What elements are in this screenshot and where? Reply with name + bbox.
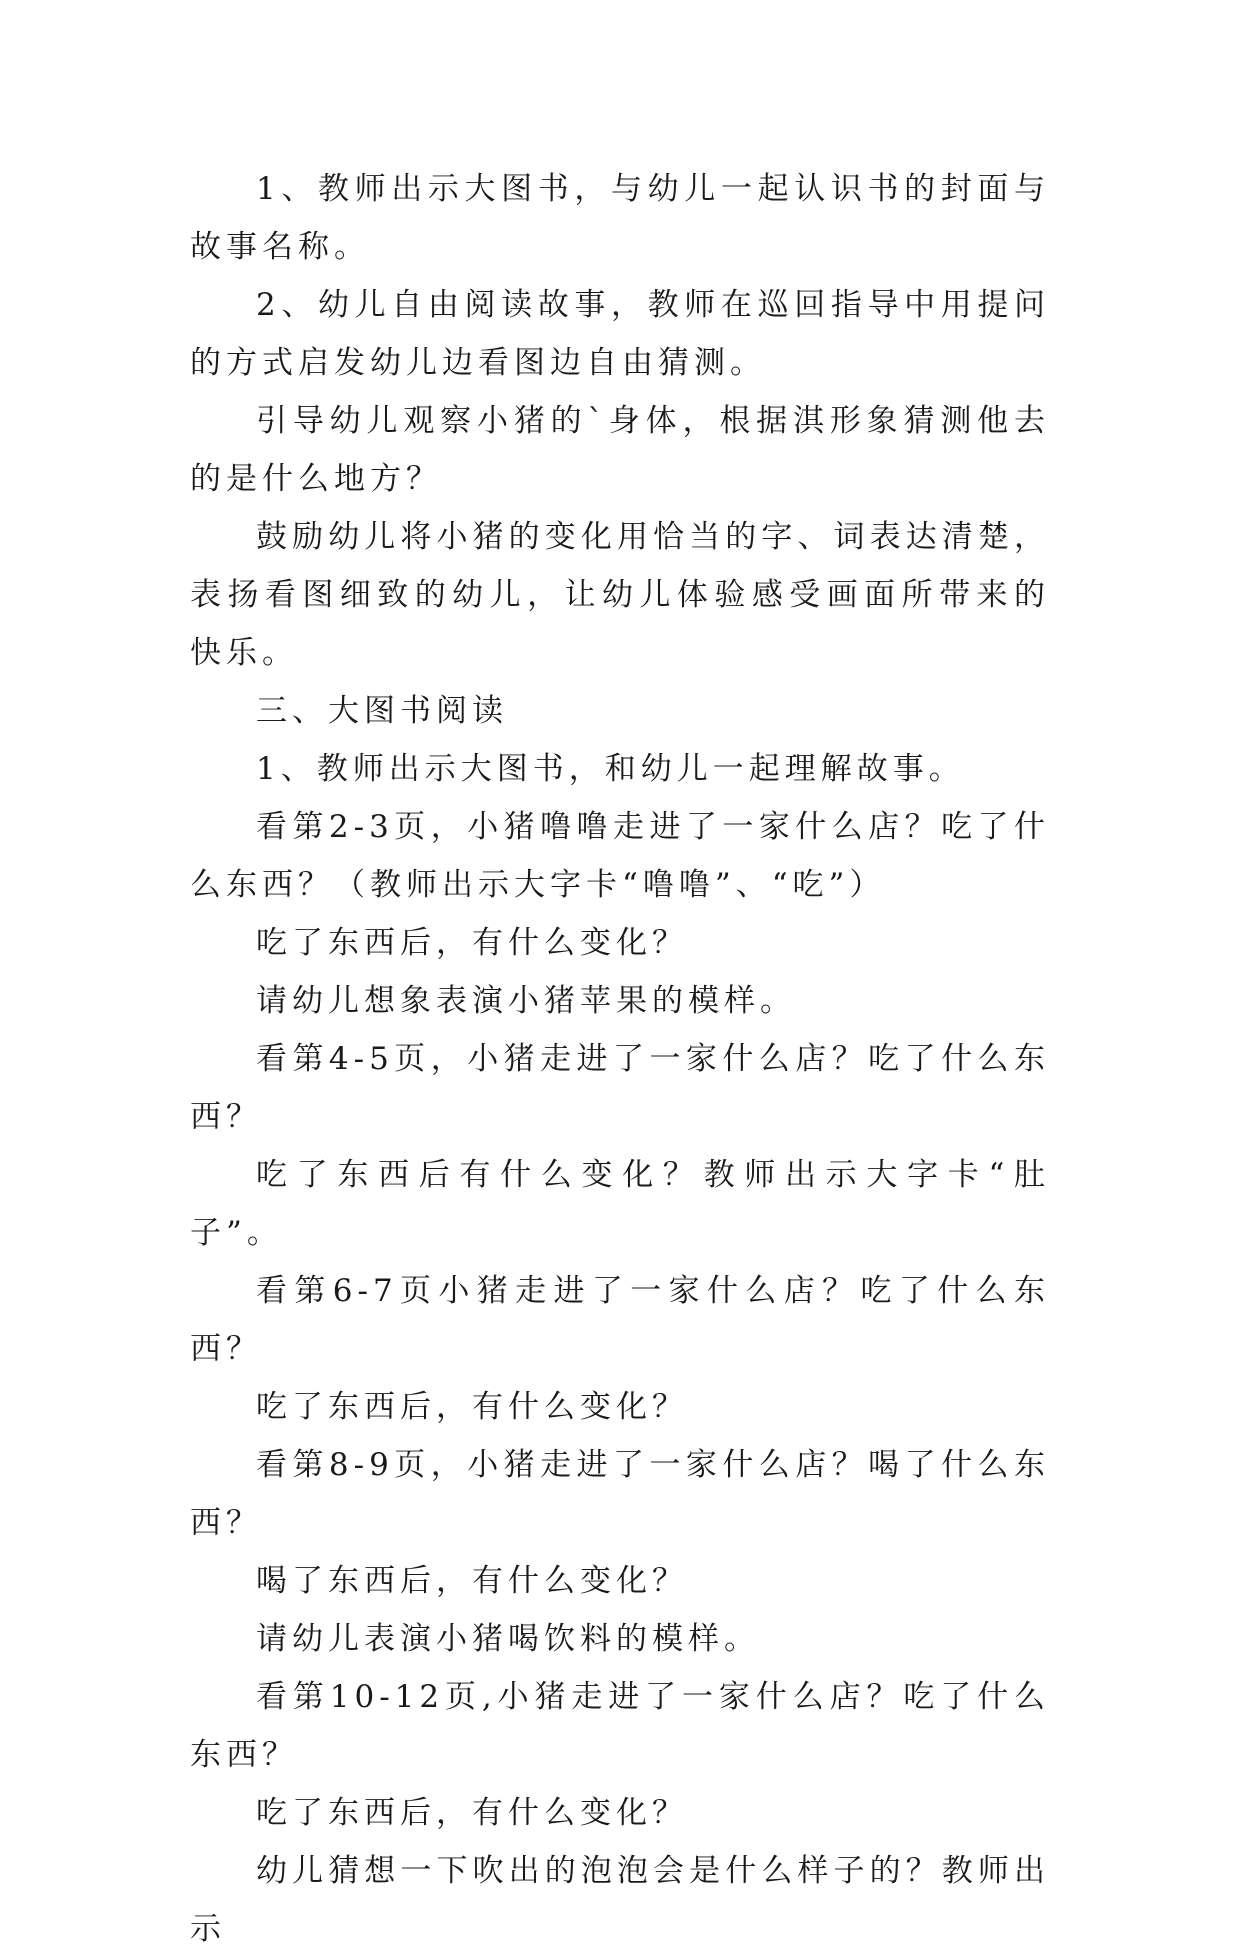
paragraph: 1、教师出示大图书，与幼儿一起认识书的封面与故事名称。: [190, 171, 1050, 265]
paragraph: 喝了东西后，有什么变化？: [256, 1563, 688, 1599]
paragraph: 看第4-5页，小猪走进了一家什么店？吃了什么东西？: [190, 1041, 1050, 1135]
paragraph: 请幼儿想象表演小猪苹果的模样。: [256, 983, 796, 1019]
body-text: [190, 160, 1050, 1958]
paragraph: 吃了东西后有什么变化？教师出示大字卡“肚子”。: [190, 1157, 1050, 1251]
paragraph: 看第6-7页小猪走进了一家什么店？吃了什么东西？: [190, 1273, 1050, 1367]
paragraph: 1、教师出示大图书，和幼儿一起理解故事。: [256, 751, 965, 787]
paragraph: 吃了东西后，有什么变化？: [256, 1795, 688, 1831]
paragraph: 看第10-12页,小猪走进了一家什么店？吃了什么东西？: [190, 1679, 1050, 1773]
paragraph: 请幼儿表演小猪喝饮料的模样。: [256, 1621, 760, 1657]
paragraph: 吃了东西后，有什么变化？: [256, 1389, 688, 1425]
paragraph: 幼儿猜想一下吹出的泡泡会是什么样子的？教师出示: [190, 1853, 1050, 1947]
paragraph: 看第2-3页，小猪噜噜走进了一家什么店？吃了什么东西？（教师出示大字卡“噜噜”、“吃”）: [190, 809, 1050, 903]
paragraph: 看第8-9页，小猪走进了一家什么店？喝了什么东西？: [190, 1447, 1050, 1541]
paragraph: 吃了东西后，有什么变化？: [256, 925, 688, 961]
paragraph: 引导幼儿观察小猪的`身体，根据淇形象猜测他去的是什么地方？: [190, 403, 1050, 497]
paragraph: 鼓励幼儿将小猪的变化用恰当的字、词表达清楚，表扬看图细致的幼儿，让幼儿体验感受画面所带来的快乐。: [190, 519, 1050, 671]
paragraph: 2、幼儿自由阅读故事，教师在巡回指导中用提问的方式启发幼儿边看图边自由猜测。: [190, 287, 1050, 381]
section-heading: 三、大图书阅读: [256, 693, 508, 729]
